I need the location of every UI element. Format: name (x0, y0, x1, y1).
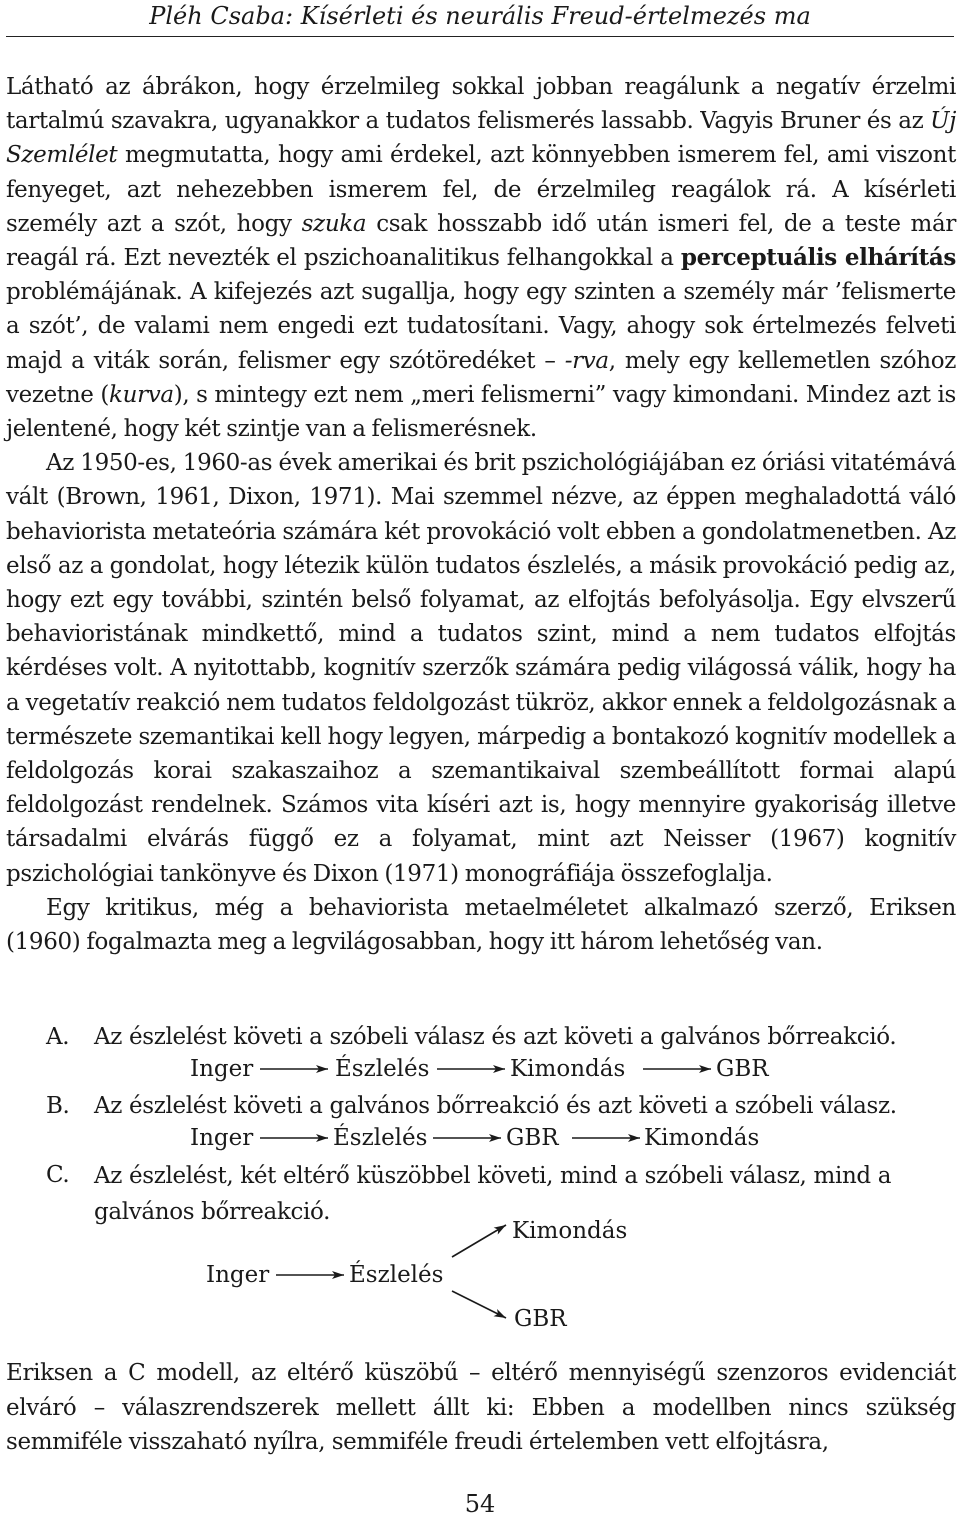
flow-node: Észlelés (349, 1262, 444, 1288)
flow-node: Kimondás (644, 1125, 760, 1151)
item-letter: C. (46, 1162, 70, 1188)
flow-node: Kimondás (512, 1218, 628, 1244)
item-letter: B. (46, 1093, 70, 1119)
item-letter: A. (46, 1024, 70, 1050)
item-text: Az észlelést, két eltérő küszöbbel követi, mind a szóbeli válasz, mind a galvános bőrreakció. (94, 1163, 892, 1225)
text-run: megmutatta, hogy ami érdekel, azt könnyebben ismerem fel, ami viszont fenyeget, azt nehezebben ismerem fel, de érzelmileg reagálok rá. A kísérleti személy azt a szót, hogy (6, 142, 956, 237)
arrow-icon (452, 1291, 506, 1318)
item-text: Az észlelést követi a szóbeli válasz és azt követi a galvános bőrreakció. (94, 1024, 897, 1050)
italic-term: -rva (564, 347, 609, 374)
arrow-icon (452, 1225, 506, 1257)
text-run: problémájának. A kifejezés azt sugallja, hogy egy szinten a személy már ’felismerte a szót’, de valami nem engedi ezt tudatosítani. Vagy, ahogy sok értelmezés felveti majd a viták során, felismer egy szótöredéket – (6, 279, 956, 374)
flow-node: GBR (506, 1125, 559, 1151)
text-run: , mely egy kellemetlen szóhoz vezetne ( (6, 347, 956, 408)
text-run: csak hosszabb idő után ismeri fel, de a teste már reagál rá. Ezt nevezték el pszichoanalitikus felhangokkal a (6, 210, 957, 272)
flow-node: Észlelés (335, 1056, 430, 1082)
paragraph-2: Az 1950-es, 1960-as évek amerikai és brit pszichológiájában ez óriási vitatémává vált (Brown, 1961, Dixon, 1971). Mai szemmel nézve, az éppen meghaladottá váló behaviorista metateória számára két provokáció volt ebben a gondolatmenetben. Az első az a gondolat, hogy létezik külön tudatos észlelés, a másik provokáció pedig az, hogy ezt egy további, szintén belső folyamat, az elfojtás befolyásolja. Egy elvszerű behavioristának mindkettő, mind a tudatos szint, mind a nem tudatos elfojtás kérdéses volt. A nyitottabb, kognitív szerzők számára pedig világossá válik, hogy ha a vegetatív reakció nem tudatos feldolgozást tükröz, akkor ennek a feldolgozásnak a természete szemantikai kell hogy legyen, márpedig a bontakozó kognitív modellek a feldolgozás korai szakaszaihoz a szemantikaival szembeállított formai alapú feldolgozást rendelnek. Számos vita kíséri azt is, hogy mennyire gyakoriság illetve társadalmi elvárás függő ez a folyamat, mint azt Neisser (1967) kognitív pszichológiai tankönyve és Dixon (1971) monográfiája összefoglalja. (6, 450, 956, 887)
text-run: Látható az ábrákon, hogy érzelmileg sokkal jobban reagálunk a negatív érzelmi tartalmú szavakra, ugyanakkor a tudatos felismerés lassabb. Vagyis Bruner és az (6, 74, 956, 135)
flow-node: GBR (716, 1056, 769, 1082)
flow-node: Kimondás (510, 1056, 626, 1082)
italic-term: Új Szemlélet (6, 108, 956, 169)
flow-node: Inger (190, 1125, 254, 1151)
italic-term: kurva (109, 381, 174, 408)
bold-term: perceptuális elhárítás (680, 244, 957, 272)
italic-term: szuka (301, 210, 367, 237)
closing-text (6, 1356, 956, 1460)
flow-node: Inger (206, 1262, 270, 1288)
item-text: Az észlelést követi a galvános bőrreakció és azt követi a szóbeli válasz. (94, 1093, 897, 1119)
flow-node: Észlelés (333, 1125, 428, 1151)
page-number: 54 (464, 1490, 496, 1518)
flow-node: Inger (190, 1056, 254, 1082)
flow-node: GBR (514, 1306, 567, 1332)
running-header: Pléh Csaba: Kísérleti és neurális Freud-értelmezés ma (149, 2, 811, 30)
paragraph-3: Egy kritikus, még a behaviorista metaelméletet alkalmazó szerző, Eriksen (1960) fogalmazta meg a legvilágosabban, hogy itt három lehetőség van. (6, 894, 956, 956)
paragraph-4: Eriksen a C modell, az eltérő küszöbű – eltérő mennyiségű szenzoros evidenciát elváró – válaszrendszerek mellett állt ki: Ebben a modellben nincs szükség semmiféle visszaható nyílra, semmiféle freudi értelemben vett elfojtásra, (6, 1360, 956, 1455)
text-run: ), s mintegy ezt nem „meri felismerni” vagy kimondani. Mindez azt is jelentené, hogy két szintje van a felismerésnek. (6, 381, 956, 443)
